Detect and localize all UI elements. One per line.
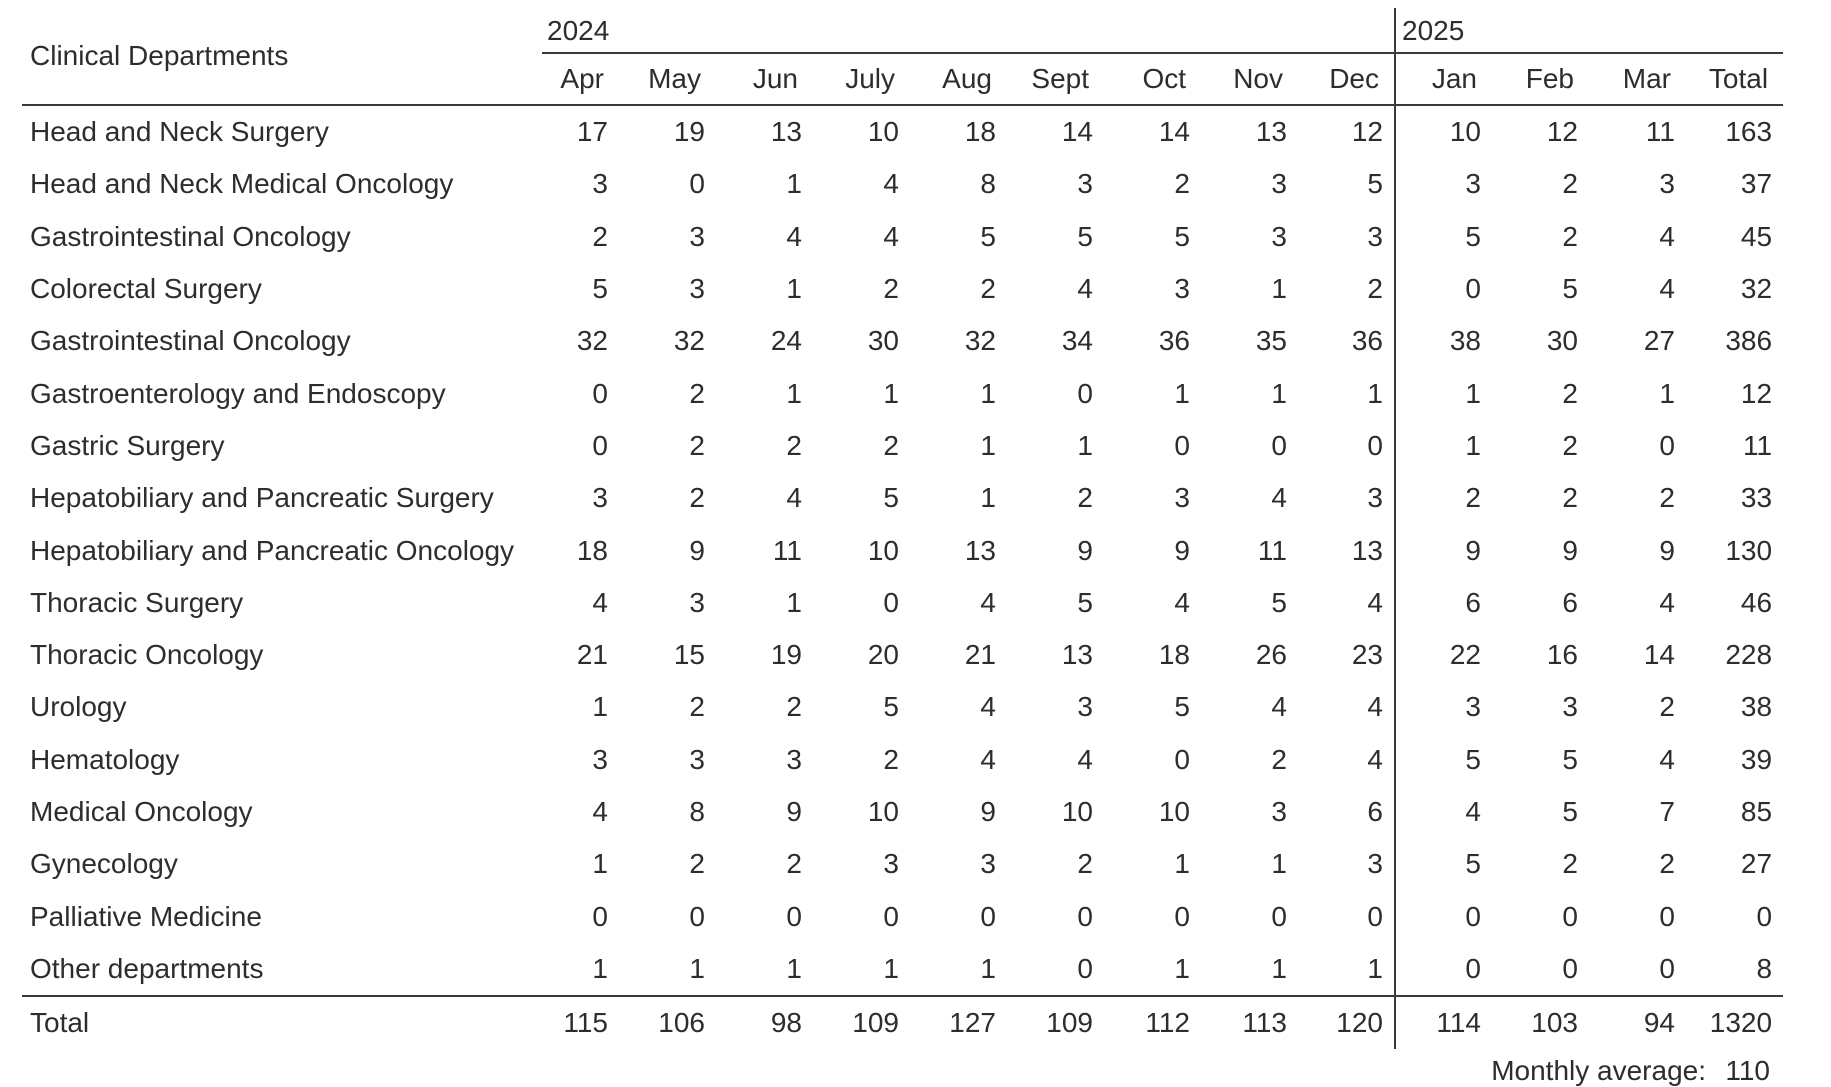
table-row [22, 263, 1783, 315]
total-row [22, 996, 1783, 1049]
value-cell: 5 [1367, 168, 1383, 200]
table-row [22, 524, 1783, 576]
value-cell: 1 [592, 691, 608, 723]
value-cell: 1 [1174, 952, 1190, 984]
value-cell: 4 [883, 220, 899, 252]
value-cell: 2 [1174, 168, 1190, 200]
value-cell: 4 [1659, 586, 1675, 618]
value-cell: 1 [1271, 952, 1287, 984]
clinical-departments-table [22, 8, 1783, 1049]
value-cell: 2 [689, 691, 705, 723]
total-row-label: Total [22, 996, 522, 1049]
value-cell: 1 [786, 586, 802, 618]
department-name: Medical Oncology [30, 796, 253, 827]
value-cell: 3 [689, 220, 705, 252]
value-cell: 0 [786, 900, 802, 932]
value-cell: 4 [592, 586, 608, 618]
value-cell: 45 [1740, 220, 1773, 252]
value-cell: 26 [1255, 639, 1287, 671]
value-cell: 0 [1395, 890, 1492, 942]
value-cell: 0 [883, 586, 899, 618]
value-cell: 3 [592, 743, 608, 775]
value-cell: 1 [689, 952, 705, 984]
value-cell: 5 [1395, 734, 1492, 786]
value-cell: 5 [1562, 796, 1578, 827]
value-cell: 4 [592, 796, 608, 827]
value-cell: 18 [964, 116, 996, 148]
value-cell: 4 [1271, 482, 1287, 514]
value-cell: 0 [592, 429, 608, 461]
value-cell: 12 [1740, 377, 1773, 409]
value-cell: 3 [1659, 168, 1675, 200]
value-cell: 6 [1395, 577, 1492, 629]
value-cell: 4 [1395, 786, 1492, 838]
value-cell: 13 [1061, 639, 1093, 671]
value-cell: 2 [689, 482, 705, 514]
value-cell: 1 [883, 952, 899, 984]
value-cell: 2 [689, 429, 705, 461]
value-cell: 1 [980, 429, 996, 461]
value-cell: 2 [1562, 168, 1578, 200]
value-cell: 0 [1077, 952, 1093, 984]
value-cell: 24 [770, 325, 802, 357]
value-cell: 3 [1077, 168, 1093, 200]
value-cell: 0 [1174, 900, 1190, 932]
value-cell: 2 [689, 848, 705, 880]
table-row [22, 105, 1783, 158]
value-cell: 2 [1659, 848, 1675, 880]
table-row [22, 367, 1783, 419]
value-cell: 8 [980, 168, 996, 200]
value-cell: 1 [1395, 367, 1492, 419]
value-cell: 13 [964, 534, 996, 566]
value-cell: 11 [1257, 534, 1287, 566]
value-cell: 38 [1395, 315, 1492, 367]
value-cell: 3 [592, 482, 608, 514]
value-cell: 4 [1174, 586, 1190, 618]
value-cell: 10 [1395, 105, 1492, 158]
table-row [22, 681, 1783, 733]
department-name: Thoracic Surgery [30, 586, 244, 618]
value-cell: 3 [1562, 691, 1578, 723]
value-cell: 4 [786, 220, 802, 252]
value-cell: 1 [1367, 377, 1383, 409]
table-row [22, 211, 1783, 263]
column-header-jan: Jan [1395, 54, 1492, 105]
value-cell: 18 [576, 534, 608, 566]
total-value-cell: 114 [1395, 996, 1492, 1049]
value-cell: 0 [883, 900, 899, 932]
year-header-row [22, 8, 1783, 54]
value-cell: 9 [1077, 534, 1093, 566]
table-row [22, 315, 1783, 367]
value-cell: 16 [1546, 639, 1578, 671]
value-cell: 2 [786, 691, 802, 723]
value-cell: 4 [1077, 743, 1093, 775]
table-body [22, 105, 1783, 996]
value-cell: 7 [1659, 796, 1675, 827]
value-cell: 0 [1271, 900, 1287, 932]
column-header-nov: Nov [1201, 54, 1298, 105]
table-row [22, 786, 1783, 838]
value-cell: 3 [1367, 848, 1383, 880]
value-cell: 11 [1742, 429, 1773, 461]
value-cell: 3 [1271, 796, 1287, 827]
value-cell: 3 [689, 743, 705, 775]
value-cell: 3 [689, 586, 705, 618]
value-cell: 2 [883, 273, 899, 305]
department-name: Gastric Surgery [30, 429, 225, 461]
column-header-apr: Apr [522, 54, 619, 105]
value-cell: 35 [1255, 325, 1287, 357]
value-cell: 5 [1174, 220, 1190, 252]
department-name: Hepatobiliary and Pancreatic Oncology [30, 534, 515, 566]
value-cell: 34 [1061, 325, 1093, 357]
value-cell: 10 [1158, 796, 1190, 827]
table-header [22, 8, 1783, 105]
value-cell: 2 [1562, 377, 1578, 409]
value-cell: 1 [1271, 848, 1287, 880]
value-cell: 163 [1725, 116, 1773, 148]
value-cell: 2 [1659, 482, 1675, 514]
value-cell: 2 [689, 377, 705, 409]
value-cell: 2 [1562, 482, 1578, 514]
value-cell: 1 [786, 952, 802, 984]
value-cell: 3 [1271, 220, 1287, 252]
total-value-cell: 127 [910, 996, 1007, 1049]
value-cell: 228 [1725, 639, 1773, 671]
value-cell: 22 [1395, 629, 1492, 681]
value-cell: 18 [1158, 639, 1190, 671]
department-name: Head and Neck Medical Oncology [30, 168, 454, 200]
value-cell: 1 [786, 273, 802, 305]
value-cell: 0 [1395, 943, 1492, 996]
monthly-average-label: Monthly average: [1491, 1055, 1706, 1087]
value-cell: 3 [1395, 158, 1492, 210]
value-cell: 5 [1395, 211, 1492, 263]
value-cell: 5 [883, 691, 899, 723]
value-cell: 3 [883, 848, 899, 880]
value-cell: 4 [1659, 273, 1675, 305]
value-cell: 9 [786, 796, 802, 827]
value-cell: 8 [1756, 952, 1773, 984]
value-cell: 21 [576, 639, 608, 671]
value-cell: 2 [592, 220, 608, 252]
value-cell: 4 [1367, 743, 1383, 775]
value-cell: 2 [786, 848, 802, 880]
value-cell: 3 [980, 848, 996, 880]
value-cell: 32 [576, 325, 608, 357]
department-name: Gastrointestinal Oncology [30, 325, 351, 357]
value-cell: 2 [883, 429, 899, 461]
total-value-cell: 109 [1007, 996, 1104, 1049]
value-cell: 3 [1367, 220, 1383, 252]
year-group-2025: 2025 [1395, 8, 1783, 54]
value-cell: 32 [964, 325, 996, 357]
value-cell: 14 [1061, 116, 1093, 148]
column-header-oct: Oct [1104, 54, 1201, 105]
value-cell: 9 [1659, 534, 1675, 566]
value-cell: 38 [1740, 691, 1773, 723]
department-name: Head and Neck Surgery [30, 116, 329, 148]
value-cell: 2 [1562, 220, 1578, 252]
column-header-jun: Jun [716, 54, 813, 105]
department-name: Colorectal Surgery [30, 273, 262, 305]
value-cell: 1 [592, 848, 608, 880]
department-name: Urology [30, 691, 127, 723]
total-value-cell: 1320 [1686, 996, 1783, 1049]
value-cell: 10 [1061, 796, 1093, 827]
value-cell: 2 [1077, 482, 1093, 514]
value-cell: 2 [1562, 848, 1578, 880]
value-cell: 1 [1659, 377, 1675, 409]
value-cell: 5 [1562, 273, 1578, 305]
value-cell: 1 [786, 377, 802, 409]
value-cell: 3 [689, 273, 705, 305]
column-header-feb: Feb [1492, 54, 1589, 105]
value-cell: 4 [980, 586, 996, 618]
value-cell: 4 [786, 482, 802, 514]
value-cell: 2 [1271, 743, 1287, 775]
value-cell: 27 [1740, 848, 1773, 880]
value-cell: 11 [1645, 116, 1675, 148]
column-header-sept: Sept [1007, 54, 1104, 105]
value-cell: 36 [1158, 325, 1190, 357]
value-cell: 4 [883, 168, 899, 200]
value-cell: 0 [689, 168, 705, 200]
total-value-cell: 98 [716, 996, 813, 1049]
value-cell: 10 [867, 116, 899, 148]
value-cell: 12 [1546, 116, 1578, 148]
value-cell: 0 [1367, 900, 1383, 932]
value-cell: 1 [1367, 952, 1383, 984]
column-header-dec: Dec [1298, 54, 1395, 105]
value-cell: 14 [1643, 639, 1675, 671]
value-cell: 1 [786, 168, 802, 200]
value-cell: 17 [576, 116, 608, 148]
value-cell: 13 [1255, 116, 1287, 148]
value-cell: 12 [1351, 116, 1383, 148]
value-cell: 4 [1367, 691, 1383, 723]
value-cell: 0 [1659, 952, 1675, 984]
value-cell: 5 [1174, 691, 1190, 723]
table-row [22, 158, 1783, 210]
value-cell: 0 [1659, 429, 1675, 461]
value-cell: 10 [867, 796, 899, 827]
value-cell: 0 [1756, 900, 1773, 932]
value-cell: 15 [673, 639, 705, 671]
value-cell: 1 [980, 377, 996, 409]
monthly-average-value: 110 [1725, 1055, 1770, 1087]
value-cell: 0 [1174, 429, 1190, 461]
column-header-mar: Mar [1589, 54, 1686, 105]
value-cell: 37 [1740, 168, 1773, 200]
value-cell: 1 [883, 377, 899, 409]
value-cell: 0 [592, 900, 608, 932]
value-cell: 1 [1174, 848, 1190, 880]
table-row [22, 838, 1783, 890]
total-value-cell: 94 [1589, 996, 1686, 1049]
row-header-title: Clinical Departments [22, 8, 522, 105]
value-cell: 6 [1367, 796, 1383, 827]
value-cell: 2 [980, 273, 996, 305]
value-cell: 1 [1077, 429, 1093, 461]
value-cell: 3 [1174, 482, 1190, 514]
value-cell: 13 [770, 116, 802, 148]
value-cell: 0 [1562, 952, 1578, 984]
table-row [22, 734, 1783, 786]
total-value-cell: 106 [619, 996, 716, 1049]
value-cell: 5 [1077, 586, 1093, 618]
value-cell: 1 [1174, 377, 1190, 409]
value-cell: 10 [867, 534, 899, 566]
value-cell: 5 [592, 273, 608, 305]
total-value-cell: 103 [1492, 996, 1589, 1049]
value-cell: 3 [592, 168, 608, 200]
value-cell: 0 [592, 377, 608, 409]
column-header-july: July [813, 54, 910, 105]
value-cell: 32 [1740, 273, 1773, 305]
value-cell: 0 [1077, 900, 1093, 932]
value-cell: 3 [786, 743, 802, 775]
value-cell: 9 [689, 534, 705, 566]
value-cell: 4 [1077, 273, 1093, 305]
value-cell: 2 [1077, 848, 1093, 880]
value-cell: 21 [964, 639, 996, 671]
table-row [22, 890, 1783, 942]
department-name: Hematology [30, 743, 180, 775]
value-cell: 2 [1367, 273, 1383, 305]
value-cell: 3 [1271, 168, 1287, 200]
value-cell: 9 [980, 796, 996, 827]
value-cell: 5 [1077, 220, 1093, 252]
value-cell: 0 [980, 900, 996, 932]
value-cell: 5 [980, 220, 996, 252]
value-cell: 32 [673, 325, 705, 357]
value-cell: 0 [1659, 900, 1675, 932]
value-cell: 5 [1562, 743, 1578, 775]
value-cell: 6 [1562, 586, 1578, 618]
value-cell: 8 [689, 796, 705, 827]
total-value-cell: 120 [1298, 996, 1395, 1049]
value-cell: 0 [1077, 377, 1093, 409]
value-cell: 85 [1740, 796, 1773, 827]
value-cell: 130 [1725, 534, 1773, 566]
value-cell: 5 [883, 482, 899, 514]
table-row [22, 577, 1783, 629]
value-cell: 9 [1395, 524, 1492, 576]
value-cell: 19 [770, 639, 802, 671]
value-cell: 11 [772, 534, 802, 566]
value-cell: 39 [1740, 743, 1773, 775]
value-cell: 2 [786, 429, 802, 461]
value-cell: 1 [592, 952, 608, 984]
value-cell: 1 [980, 482, 996, 514]
value-cell: 1 [1271, 273, 1287, 305]
department-name: Other departments [30, 952, 264, 984]
department-name: Gynecology [30, 848, 178, 880]
value-cell: 33 [1740, 482, 1773, 514]
value-cell: 4 [980, 743, 996, 775]
value-cell: 4 [1659, 220, 1675, 252]
value-cell: 0 [1367, 429, 1383, 461]
value-cell: 0 [1562, 900, 1578, 932]
value-cell: 0 [1395, 263, 1492, 315]
value-cell: 2 [1659, 691, 1675, 723]
value-cell: 9 [1174, 534, 1190, 566]
total-value-cell: 109 [813, 996, 910, 1049]
value-cell: 0 [1271, 429, 1287, 461]
table-row [22, 629, 1783, 681]
value-cell: 2 [883, 743, 899, 775]
value-cell: 4 [1271, 691, 1287, 723]
value-cell: 1 [1395, 420, 1492, 472]
monthly-average-note [22, 1055, 1770, 1087]
value-cell: 1 [980, 952, 996, 984]
department-name: Thoracic Oncology [30, 639, 264, 671]
table-row [22, 943, 1783, 996]
column-header-total: Total [1686, 54, 1783, 105]
department-name: Palliative Medicine [30, 900, 262, 932]
table-row [22, 472, 1783, 524]
total-value-cell: 113 [1201, 996, 1298, 1049]
value-cell: 4 [1367, 586, 1383, 618]
value-cell: 46 [1740, 586, 1773, 618]
value-cell: 0 [689, 900, 705, 932]
value-cell: 23 [1351, 639, 1383, 671]
value-cell: 14 [1158, 116, 1190, 148]
column-header-aug: Aug [910, 54, 1007, 105]
value-cell: 0 [1174, 743, 1190, 775]
value-cell: 5 [1271, 586, 1287, 618]
value-cell: 2 [1395, 472, 1492, 524]
value-cell: 19 [673, 116, 705, 148]
value-cell: 4 [980, 691, 996, 723]
table-footer [22, 996, 1783, 1049]
value-cell: 1 [1271, 377, 1287, 409]
value-cell: 386 [1725, 325, 1773, 357]
value-cell: 9 [1562, 534, 1578, 566]
value-cell: 30 [867, 325, 899, 357]
value-cell: 20 [867, 639, 899, 671]
value-cell: 27 [1643, 325, 1675, 357]
year-group-2024: 2024 [522, 8, 1395, 54]
table-row [22, 420, 1783, 472]
value-cell: 3 [1395, 681, 1492, 733]
value-cell: 2 [1562, 429, 1578, 461]
value-cell: 3 [1174, 273, 1190, 305]
value-cell: 36 [1351, 325, 1383, 357]
value-cell: 13 [1351, 534, 1383, 566]
value-cell: 3 [1077, 691, 1093, 723]
value-cell: 4 [1659, 743, 1675, 775]
total-value-cell: 112 [1104, 996, 1201, 1049]
value-cell: 30 [1546, 325, 1578, 357]
column-header-may: May [619, 54, 716, 105]
value-cell: 3 [1367, 482, 1383, 514]
department-name: Gastroenterology and Endoscopy [30, 377, 446, 409]
department-name: Gastrointestinal Oncology [30, 220, 351, 252]
total-value-cell: 115 [522, 996, 619, 1049]
department-name: Hepatobiliary and Pancreatic Surgery [30, 482, 494, 514]
value-cell: 5 [1395, 838, 1492, 890]
